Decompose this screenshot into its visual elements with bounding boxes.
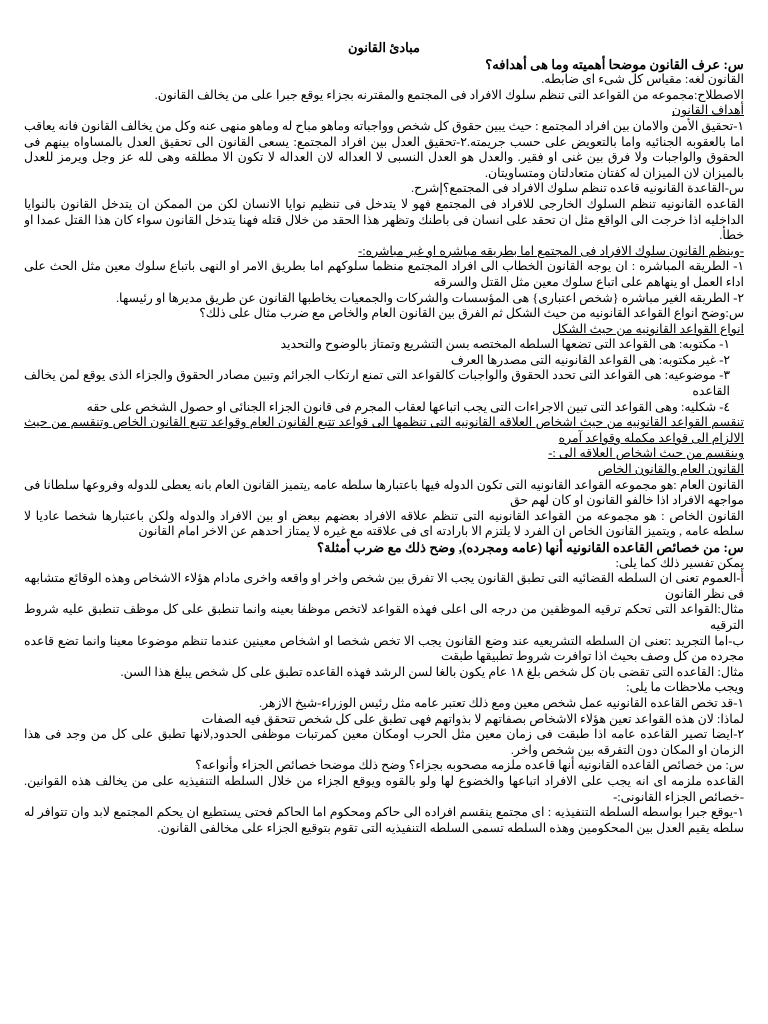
paragraph: الاصطلاح:مجموعه من القواعد التى تنظم سلوك الافراد فى المجتمع والمقترنه بجزاء يوقع جبرا على من يخالف القانون. <box>154 87 744 102</box>
section-heading: تنقسم القواعد القانونيه من حيث اشخاص العلاقه القانونيه التى تنظمها الى قواعد تتبع القانون العام وقواعد تتبع القانون الخاص وتنقسم من حيث الالزام الى قواعد مكمله وقواعد آمره <box>24 415 744 445</box>
paragraph: ١- مكتوبه: هى القواعد التى تضعها السلطه المختصه بسن التشريع وتمتاز بالوضوح والتحديد <box>280 337 730 352</box>
paragraph: ٣- موضوعيه: هى القواعد التى تحدد الحقوق والواجبات كالقواعد التى تمنع ارتكاب الجرائم وتبين مصادر الحقوق والجزاء الذى يوقع لمن يخالف القاعده <box>24 368 730 399</box>
paragraph: ويجب ملاحظات ما يلى: <box>626 680 744 695</box>
section-heading: أهداف القانون <box>671 103 744 118</box>
question-heading: س: من خصائص القاعده القانونيه أنها (عامه ومجرده), وضح ذلك مع ضرب أمثلة؟ <box>317 540 744 555</box>
paragraph: ١-قد تخص القاعده القانونيه عمل شخص معين ومع ذلك تعتبر عامه مثل رئيس الوزراء-شيخ الازهر. <box>258 695 744 710</box>
paragraph: س:وضح انواع القواعد القانونيه من حيث الشكل ثم الفرق بين القانون العام والخاص مع ضرب مثال على ذلك؟ <box>199 306 744 321</box>
paragraph: س-القاعدة القانونيه قاعده تنظم سلوك الافراد فى المجتمع؟إشرح. <box>411 181 744 196</box>
paragraph: ٤- شكليه: وهى القواعد التى تبين الاجراءات التى يجب اتباعها لعقاب المجرم فى قانون الجزاء الجنائى او حصول الشخص على حقه <box>86 399 730 414</box>
paragraph: ب-اما التجريد :تعنى ان السلطه التشريعيه عند وضع القانون يجب الا تخص شخصا او اشخاص معينين عندما تنظم موضوعا معينا وانما تضع قاعده مجرده من كل وصف بحيث اذا توافرت شروط تطبيقها طبقت <box>24 633 744 664</box>
paragraph: ٢-ايضا تصير القاعده عامه اذا طبقت فى زمان معين مثل الحرب اومكان معين كمرتبات موظفى الحدود,لانها تطبق على كل من وجد فى هذا الزمان او المكان دون التفرقه بين شخص واخر. <box>24 727 744 757</box>
paragraph: مثال: القاعده التى تقضى بان كل شخص بلغ ١٨ عام يكون بالغا لسن الرشد فهذه القاعده تطبق على كل شخص يبلغ هذا السن. <box>120 664 744 679</box>
paragraph: ١-يوقع جبرا بواسطه السلطه التنفيذيه : اى مجتمع ينقسم افراده الى حاكم ومحكوم اما الحاكم فحتى يستطيع ان يحكم المجتمع لابد وان تتوافر له سلطه يقيم العدل بين المحكومين وهذه السلطه تسمى السلطه التنفيذيه التى تقوم بتوقيع الجزاء على مخالفى القانون. <box>24 805 744 835</box>
paragraph: أ-العموم تعنى ان السلطه القضائيه التى تطبق القانون يجب الا تفرق بين شخص واخر او واقعه واخرى مادام هؤلاء الاشخاص وهذه الوقائع متشابهه فى نظر القانون <box>24 571 744 601</box>
document-page <box>24 40 744 1022</box>
paragraph: القانون لغه: مقياس كل شىء اى ضابطه. <box>541 72 744 87</box>
section-heading: وينقسم من حيث اشخاص العلاقه الى :- <box>548 446 744 461</box>
paragraph: ٢- الطريقه الغير مباشره {شخص اعتبارى} هى المؤسسات والشركات والجمعيات يخاطبها القانون عن طريق مديرها او رئيسها. <box>115 290 744 305</box>
paragraph: مثال:القواعد التى تحكم ترقيه الموظفين من درجه الى اعلى فهذه القواعد لاتخص موظفا بعينه وانما تنطبق على كل موظف تنطبق عليه شروط الترقيه <box>24 602 744 632</box>
paragraph: القانون العام :هو مجموعه القواعد القانونيه التى تكون الدوله فيها باعتبارها سلطه عامه ,يتميز القانون العام بانه يعطى للدوله وفروعها سلطانا فى مواجهه الافراد اذا خالفو القانون او كان لهم حق <box>24 477 744 508</box>
section-heading: انواع القواعد القانونيه من حيث الشكل <box>552 321 744 336</box>
paragraph: س: من خصائص القاعده القانونيه أنها قاعده ملزمه مصحوبه بجزاء؟ وضح ذلك موضحا خصائص الجزاء وأنواعه؟ <box>195 758 744 773</box>
section-heading: -وينظم القانون سلوك الافراد فى المجتمع اما بطريقه مباشره او غير مباشره:- <box>358 243 744 258</box>
document-body <box>24 57 744 837</box>
paragraph: لماذا: لان هذه القواعد تعين هؤلاء الاشخاص بصفاتهم لا بذواتهم فهى تطبق على كل شخص تتحقق فيه الصفات <box>201 711 744 726</box>
paragraph: القانون الخاص : هو مجموعه من القواعد القانونيه التى تنظم علاقه الافراد بعضهم ببعض او بين الافراد والدوله ولكن باعتبارها شخصا عاديا لا سلطه عامه , ويتميز القانون الخاص ان الفرد لا يلتزم الا بارادته اى فى علاقته مع غيره لا يمتاز احدهم عن الاخر امام القانون <box>24 508 744 539</box>
paragraph: القاعده القانونيه تنظم السلوك الخارجى للافراد فى المجتمع فهو لا يتدخل فى تنظيم نوايا الانسان لكن من الممكن ان يتدخل القانون بالنوايا الداخليه اذا خرجت الى الواقع مثل ان تحقد على انسان فى باطنك وتظهر هذا الحقد من خلال قتله فهنا يتدخل القانون سواء كان هذا القتل عمدا او خطأ. <box>24 196 744 243</box>
section-heading: القانون العام والقانون الخاص <box>597 462 744 477</box>
paragraph: ١- الطريقه المباشره : ان يوجه القانون الخطاب الى افراد المجتمع منظما سلوكهم اما بطريق الامر او النهى باتباع سلوك معين مثل الحث على اداء العمل او ينهاهم على اتباع سلوك معين مثل القتل والسرقه <box>24 259 744 289</box>
page-title: مبادئ القانون <box>347 40 421 55</box>
paragraph: القاعده ملزمه اى انه يجب على الافراد اتباعها والخضوع لها ولو بالقوه ويوقع الجزاء من خلال السلطه التنفيذيه على من يخالف هذه القوانين. -خصائص الجزاء القانونى:- <box>24 773 744 804</box>
paragraph: ١-تحقيق الأمن والامان بين افراد المجتمع : حيث يبين حقوق كل شخص وواجباته وماهو مباح له وماهو منهى عنه وكل من يخالف القانون فانه يعاقب اما بالعقوبه الجنائيه واما بالتعويض على حسب جريمته.٢-تحقيق العدل بين افراد المجتمع: يسعى القانون الى تحقيق العدل بالمساواه بينهم فى الحقوق والواجبات ولا فرق بين غنى او فقير. والعدل هو العدل النسبى لا العداله لان العداله لا تكون الا مطلقه وهى لله عز وجل ويرمز للعدل بالميزان لان الميزان له كفتان متعادلتان ومتساويتان. <box>24 118 744 180</box>
paragraph: ٢- غير مكتوبه: هى القواعد القانونيه التى مصدرها العرف <box>450 352 730 367</box>
question-heading: س: عرف القانون موضحا أهميته وما هى أهدافه؟ <box>485 56 744 72</box>
paragraph: يمكن تفسير ذلك كما يلى: <box>615 555 744 570</box>
